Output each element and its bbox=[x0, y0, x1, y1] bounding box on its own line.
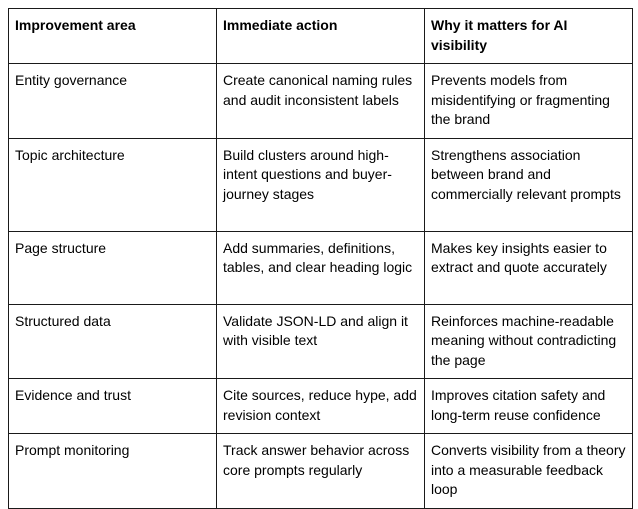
cell-action: Create canonical naming rules and audit inconsistent labels bbox=[217, 64, 425, 139]
cell-area: Entity governance bbox=[9, 64, 217, 139]
cell-why: Makes key insights easier to extract and quote accurately bbox=[425, 231, 633, 304]
cell-area: Structured data bbox=[9, 304, 217, 379]
cell-area: Prompt monitoring bbox=[9, 434, 217, 509]
cell-why: Converts visibility from a theory into a measurable feedback loop bbox=[425, 434, 633, 509]
cell-why: Strengthens association between brand and commercially relevant prompts bbox=[425, 138, 633, 231]
table-header bbox=[9, 9, 633, 64]
header-improvement-area: Improvement area bbox=[9, 9, 217, 64]
cell-why: Improves citation safety and long-term reuse confidence bbox=[425, 379, 633, 434]
cell-action: Validate JSON-LD and align it with visible text bbox=[217, 304, 425, 379]
table-row bbox=[9, 138, 633, 231]
cell-action: Add summaries, definitions, tables, and clear heading logic bbox=[217, 231, 425, 304]
cell-action: Build clusters around high-intent questions and buyer-journey stages bbox=[217, 138, 425, 231]
cell-why: Prevents models from misidentifying or fragmenting the brand bbox=[425, 64, 633, 139]
header-immediate-action: Immediate action bbox=[217, 9, 425, 64]
table-row bbox=[9, 379, 633, 434]
table-row bbox=[9, 231, 633, 304]
table-row bbox=[9, 64, 633, 139]
cell-area: Evidence and trust bbox=[9, 379, 217, 434]
table-row bbox=[9, 434, 633, 509]
cell-why: Reinforces machine-readable meaning without contradicting the page bbox=[425, 304, 633, 379]
header-why-it-matters: Why it matters for AI visibility bbox=[425, 9, 633, 64]
header-row bbox=[9, 9, 633, 64]
cell-action: Cite sources, reduce hype, add revision context bbox=[217, 379, 425, 434]
cell-area: Topic architecture bbox=[9, 138, 217, 231]
cell-area: Page structure bbox=[9, 231, 217, 304]
improvement-table bbox=[8, 8, 633, 509]
table-body bbox=[9, 64, 633, 509]
table-row bbox=[9, 304, 633, 379]
cell-action: Track answer behavior across core prompts regularly bbox=[217, 434, 425, 509]
